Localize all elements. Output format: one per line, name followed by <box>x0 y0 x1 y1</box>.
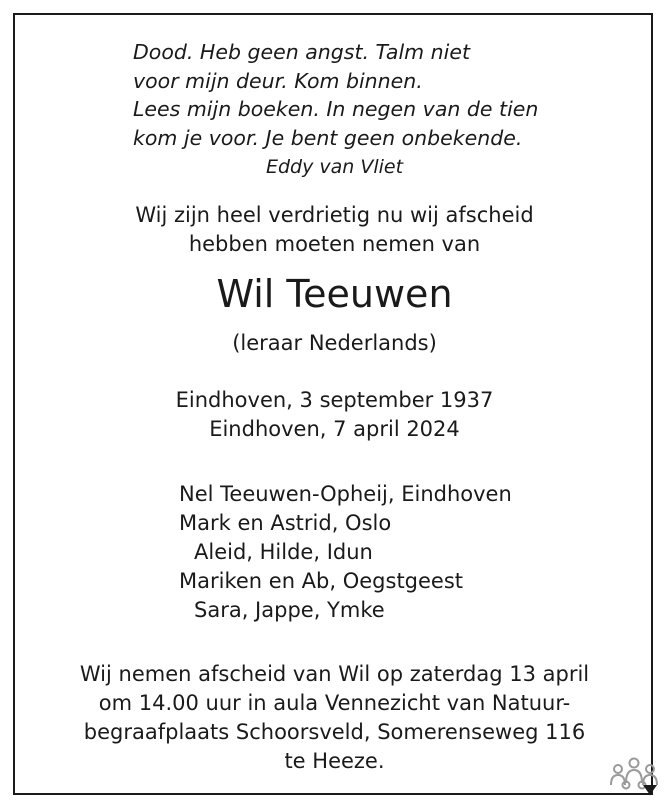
intro-line: hebben moeten nemen van <box>188 232 481 256</box>
funeral-details <box>0 660 669 776</box>
poem-line: Dood. Heb geen angst. Talm niet <box>133 40 470 64</box>
funeral-line: te Heeze. <box>284 749 385 773</box>
life-dates <box>0 386 669 444</box>
funeral-line: Wij nemen afscheid van Wil op zaterdag 13 april <box>79 662 590 686</box>
birth-date: Eindhoven, 3 september 1937 <box>175 388 494 412</box>
funeral-line: begraafplaats Schoorsveld, Somerenseweg 116 <box>83 720 586 744</box>
family-member: Mariken en Ab, Oegstgeest <box>179 569 464 593</box>
poem-author: Eddy van Vliet <box>265 156 404 178</box>
poem-line: voor mijn deur. Kom binnen. <box>133 68 423 93</box>
poem-line: Lees mijn boeken. In negen van de tien <box>133 97 539 121</box>
corner-arrow-icon <box>643 785 657 795</box>
funeral-line: om 14.00 uur in aula Vennezicht van Natuur- <box>98 691 571 715</box>
family-member: Mark en Astrid, Oslo <box>179 511 392 535</box>
intro-line: Wij zijn heel verdrietig nu wij afscheid <box>135 203 534 227</box>
family-member: Nel Teeuwen-Opheij, Eindhoven <box>179 482 512 506</box>
deceased-profession: (leraar Nederlands) <box>232 331 437 355</box>
death-date: Eindhoven, 7 april 2024 <box>209 417 460 441</box>
poem <box>133 38 538 152</box>
poem-line: kom je voor. Je bent geen onbekende. <box>133 125 523 150</box>
intro-text <box>0 201 669 259</box>
family-member: Sara, Jappe, Ymke <box>194 598 385 622</box>
family-member: Aleid, Hilde, Idun <box>194 540 373 564</box>
deceased-name: Wil Teeuwen <box>216 272 453 316</box>
family-list <box>0 480 512 625</box>
